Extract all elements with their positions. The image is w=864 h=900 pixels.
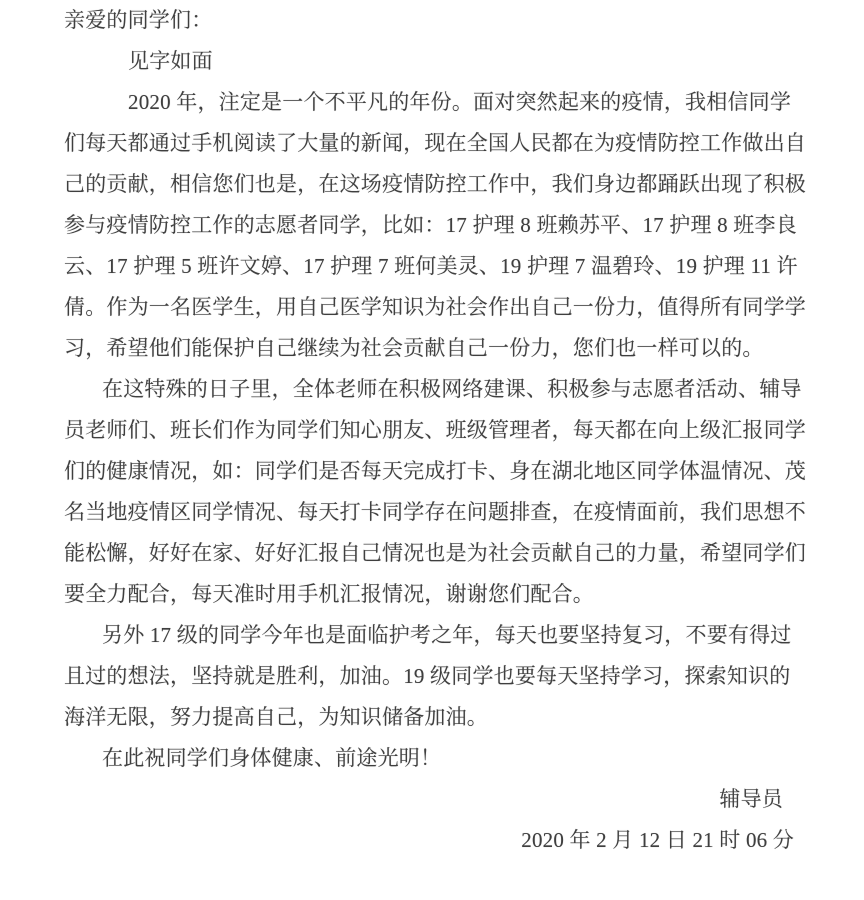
letter-lines (64, 0, 806, 779)
letter-line: 在此祝同学们身体健康、前途光明！ (102, 746, 442, 770)
letter-line: 倩。作为一名医学生，用自己医学知识为社会作出自己一份力，值得所有同学学 (64, 295, 806, 319)
letter-line: 习，希望他们能保护自己继续为社会贡献自己一份力，您们也一样可以的。 (64, 336, 764, 360)
letter-line: 2020 年，注定是一个不平凡的年份。面对突然起来的疫情，我相信同学 (128, 90, 792, 114)
letter-line: 另外 17 级的同学今年也是面临护考之年，每天也要坚持复习，不要有得过 (102, 623, 792, 647)
letter-line: 能松懈，好好在家、好好汇报自己情况也是为社会贡献自己的力量，希望同学们 (64, 541, 806, 565)
letter-line: 员老师们、班长们作为同学们知心朋友、班级管理者，每天都在向上级汇报同学 (64, 418, 806, 442)
letter-line: 名当地疫情区同学情况、每天打卡同学存在问题排查，在疫情面前，我们思想不 (64, 500, 806, 524)
letter-body (64, 0, 806, 861)
letter-line: 参与疫情防控工作的志愿者同学，比如：17 护理 8 班赖苏平、17 护理 8 班李良 (64, 213, 797, 237)
letter-line: 且过的想法，坚持就是胜利，加油。19 级同学也要每天坚持学习，探索知识的 (64, 664, 791, 688)
letter-line: 己的贡献，相信您们也是，在这场疫情防控工作中，我们身边都踊跃出现了积极 (64, 172, 806, 196)
letter-line: 云、17 护理 5 班许文婷、17 护理 7 班何美灵、19 护理 7 温碧玲、19 护理 11 许 (64, 254, 798, 278)
letter-line: 在这特殊的日子里，全体老师在积极网络建课、积极参与志愿者活动、辅导 (102, 377, 802, 401)
letter-line: 要全力配合，每天准时用手机汇报情况，谢谢您们配合。 (64, 582, 594, 606)
signature: 辅导员 (719, 787, 783, 811)
letter-datetime: 2020 年 2 月 12 日 21 时 06 分 (521, 828, 794, 852)
letter-line: 见字如面 (128, 49, 213, 73)
letter-line: 们的健康情况，如：同学们是否每天完成打卡、身在湖北地区同学体温情况、茂 (64, 459, 806, 483)
letter-line: 海洋无限，努力提高自己，为知识储备加油。 (64, 705, 488, 729)
letter-line: 们每天都通过手机阅读了大量的新闻，现在全国人民都在为疫情防控工作做出自 (64, 131, 806, 155)
letter-line: 亲爱的同学们： (64, 8, 213, 32)
